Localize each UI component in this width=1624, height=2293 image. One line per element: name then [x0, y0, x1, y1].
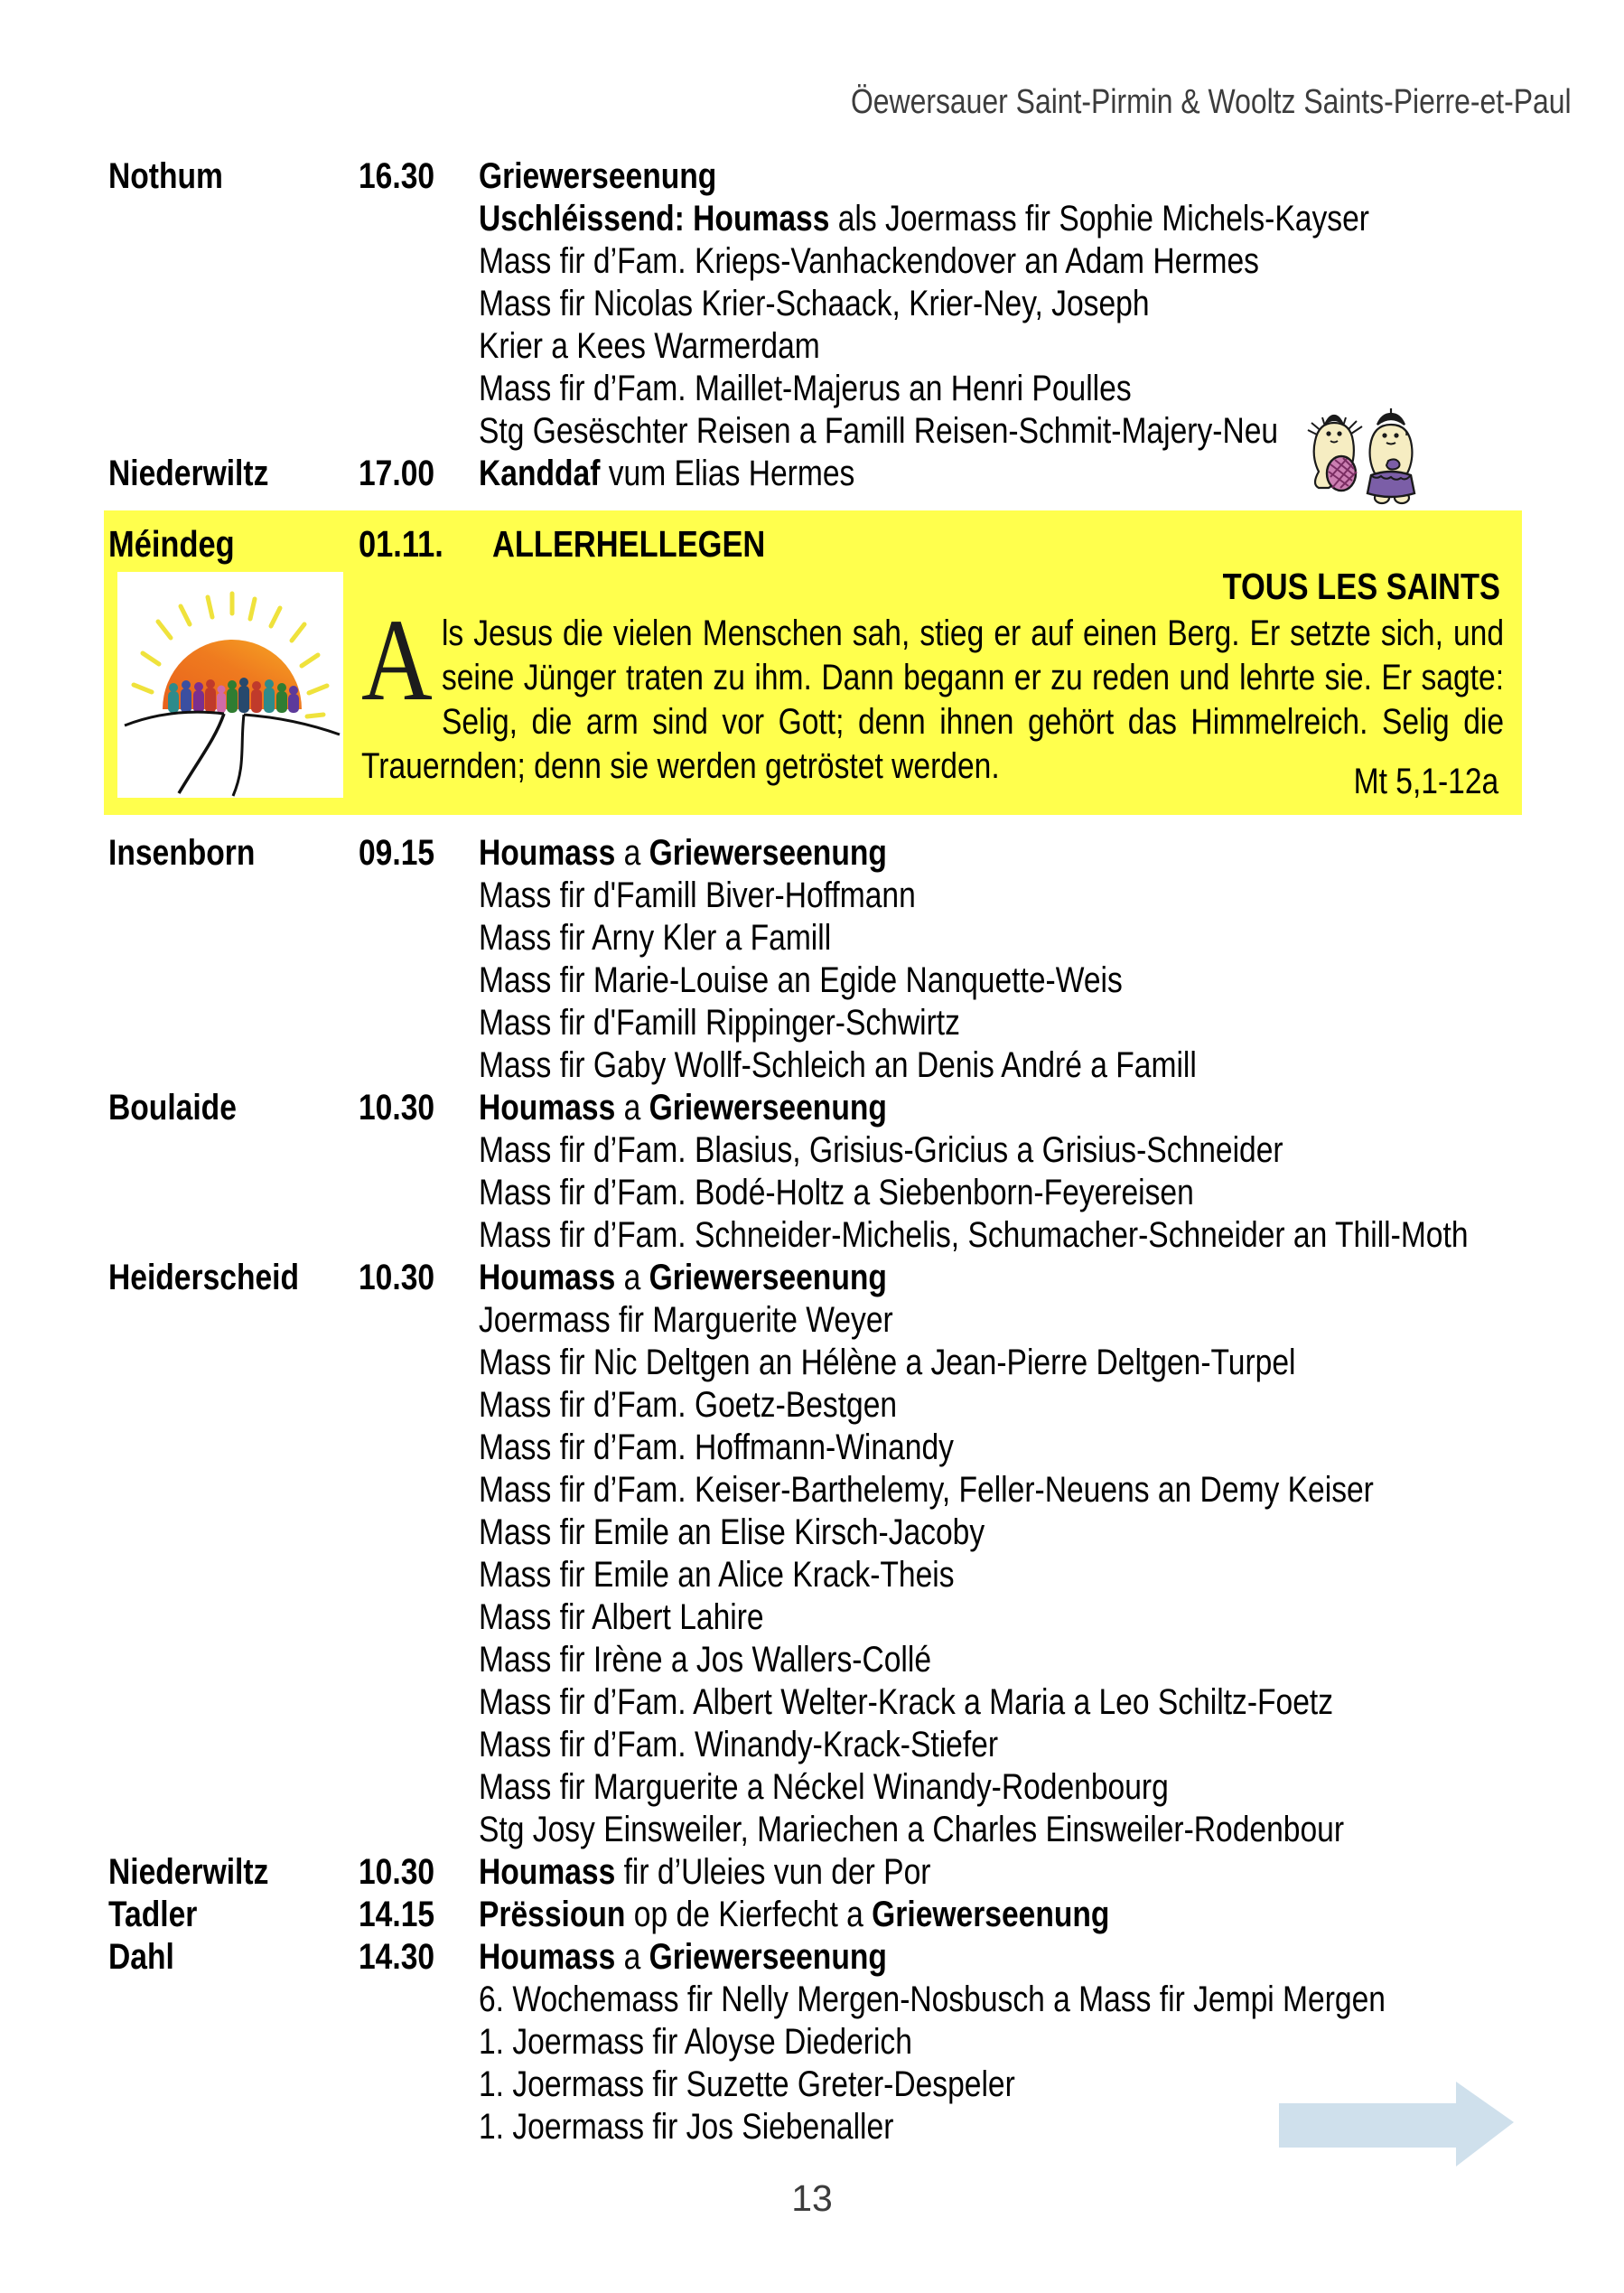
mass-line-segment: Krier a Kees Warmerdam	[479, 326, 820, 366]
mass-line	[479, 1639, 1624, 1681]
mass-line-segment: Stg Gesëschter Reisen a Famill Reisen-Schmit-Majery-Neu	[479, 411, 1279, 451]
mass-line	[479, 1681, 1624, 1724]
mass-line-segment: Mass fir Nicolas Krier-Schaack, Krier-Ney, Joseph	[479, 284, 1150, 323]
mass-line	[479, 1554, 1624, 1596]
time-label	[359, 1299, 479, 1342]
time-label	[359, 2106, 479, 2148]
mass-line-segment: Mass fir d’Fam. Albert Welter-Krack a Maria a Leo Schiltz-Foetz	[479, 1682, 1334, 1722]
mass-line-text	[479, 875, 916, 917]
time-label	[359, 917, 479, 959]
mass-line	[479, 1427, 1624, 1469]
schedule-line	[0, 1214, 1624, 1257]
time-label	[359, 1554, 479, 1596]
time-label	[359, 198, 479, 240]
location-label	[108, 1427, 359, 1469]
two-children-basket-clipart	[1301, 404, 1436, 512]
schedule-line	[0, 1724, 1624, 1766]
schedule-line	[0, 2021, 1624, 2064]
time-label	[359, 1639, 479, 1681]
mass-line-segment: Mass fir d’Fam. Krieps-Vanhackendover an Adam Hermes	[479, 241, 1259, 281]
mass-line-segment: Mass fir d’Fam. Keiser-Barthelemy, Feller-Neuens an Demy Keiser	[479, 1470, 1374, 1510]
location-label	[108, 155, 359, 198]
schedule-line	[0, 1554, 1624, 1596]
time-label	[359, 1172, 479, 1214]
mass-line	[479, 240, 1624, 283]
schedule-line	[0, 1809, 1624, 1851]
time-label	[359, 1384, 479, 1427]
mass-line	[479, 1894, 1624, 1936]
mass-line-segment: 1. Joermass fir Jos Siebenaller	[479, 2107, 894, 2147]
location-label	[108, 1851, 359, 1894]
time-label	[359, 2064, 479, 2106]
mass-line	[479, 1214, 1624, 1257]
mass-line-segment: a	[615, 1258, 649, 1297]
time-text: 14.15	[359, 1895, 435, 1934]
location-text: Heiderscheid	[108, 1258, 300, 1297]
mass-line-bold-segment: Houmass	[479, 1937, 616, 1977]
time-text: 14.30	[359, 1937, 435, 1977]
location-label	[108, 1724, 359, 1766]
mass-line	[479, 1851, 1624, 1894]
mass-line-text	[479, 240, 1259, 283]
time-label	[359, 1851, 479, 1894]
time-label	[359, 453, 479, 495]
feast-date: 01.11.	[359, 523, 443, 565]
location-text: Insenborn	[108, 833, 256, 873]
mass-line-text	[479, 832, 887, 875]
mass-line-segment: 6. Wochemass fir Nelly Mergen-Nosbusch a Mass fir Jempi Mergen	[479, 1979, 1386, 2019]
schedule-line	[0, 1596, 1624, 1639]
time-label	[359, 1936, 479, 1979]
gospel-reference: Mt 5,1-12a	[1353, 762, 1498, 801]
mass-line	[479, 453, 1624, 495]
time-label	[359, 368, 479, 410]
mass-line-text	[479, 410, 1278, 453]
mass-line-text	[479, 1681, 1333, 1724]
mass-line-text	[479, 1639, 931, 1681]
time-label	[359, 155, 479, 198]
location-label	[108, 1172, 359, 1214]
time-label	[359, 410, 479, 453]
time-text: 17.00	[359, 454, 435, 493]
sunrise-crowd-path-clipart	[117, 572, 343, 798]
schedule-line	[0, 240, 1624, 283]
mass-line	[479, 1766, 1624, 1809]
mass-line-text	[479, 1979, 1386, 2021]
mass-line	[479, 1469, 1624, 1512]
mass-line	[479, 832, 1624, 875]
mass-line	[479, 410, 1624, 453]
time-label	[359, 1681, 479, 1724]
location-label	[108, 917, 359, 959]
mass-line	[479, 1087, 1624, 1129]
location-label	[108, 959, 359, 1002]
mass-line-bold-segment: Uschléissend: Houmass	[479, 199, 830, 239]
time-label	[359, 1512, 479, 1554]
time-label	[359, 1596, 479, 1639]
schedule-line	[0, 1087, 1624, 1129]
mass-line-bold-segment: Griewerseenung	[649, 1088, 887, 1128]
schedule-line	[0, 1851, 1624, 1894]
mass-line-text	[479, 368, 1132, 410]
time-text: 10.30	[359, 1852, 435, 1892]
mass-line-text	[479, 453, 854, 495]
time-label	[359, 1129, 479, 1172]
location-label	[108, 2106, 359, 2148]
schedule-line	[0, 1129, 1624, 1172]
schedule-line	[0, 832, 1624, 875]
gospel-body: ls Jesus die vielen Menschen sah, stieg er auf einen Berg. Er setzte sich, und seine Jünger traten zu ihm. Dann begann er zu reden und lehrte sie. Er sagte: Selig, die arm sind vor Gott; denn ihnen gehört das Himmelreich. Selig die Trauernden; denn sie werden getröstet werden.	[361, 613, 1505, 786]
mass-line-text	[479, 1809, 1344, 1851]
location-label	[108, 1979, 359, 2021]
mass-line-text	[479, 2106, 893, 2148]
location-label	[108, 1639, 359, 1681]
mass-line-segment: Mass fir Emile an Alice Krack-Theis	[479, 1555, 955, 1595]
location-label	[108, 1512, 359, 1554]
location-label	[108, 1766, 359, 1809]
mass-line-text	[479, 1724, 998, 1766]
mass-line-segment: Joermass fir Marguerite Weyer	[479, 1300, 893, 1340]
mass-line	[479, 1724, 1624, 1766]
mass-line-segment: Mass fir d'Famill Rippinger-Schwirtz	[479, 1003, 960, 1043]
mass-line-bold-segment: Houmass	[479, 1852, 616, 1892]
location-label	[108, 832, 359, 875]
mass-line-bold-segment: Griewerseenung	[479, 156, 717, 196]
schedule-line	[0, 917, 1624, 959]
schedule-line	[0, 1257, 1624, 1299]
mass-line-text	[479, 325, 820, 368]
mass-line-bold-segment: Kanddaf	[479, 454, 601, 493]
mass-line-segment: Mass fir Gaby Wollf-Schleich an Denis André a Famill	[479, 1045, 1197, 1085]
mass-line-segment: Mass fir Irène a Jos Wallers-Collé	[479, 1640, 932, 1680]
time-label	[359, 283, 479, 325]
mass-line-segment: Mass fir Marguerite a Néckel Winandy-Rodenbourg	[479, 1767, 1169, 1807]
location-label	[108, 283, 359, 325]
page-header	[714, 83, 1572, 122]
location-label	[108, 1002, 359, 1044]
time-text: 16.30	[359, 156, 435, 196]
schedule-line	[0, 1002, 1624, 1044]
location-text: Niederwiltz	[108, 454, 269, 493]
mass-line-bold-segment: Griewerseenung	[649, 1937, 887, 1977]
location-text: Nothum	[108, 156, 223, 196]
feast-heading	[104, 523, 1522, 566]
location-label	[108, 453, 359, 495]
mass-line-bold-segment: Houmass	[479, 1088, 616, 1128]
mass-line-segment: Mass fir d’Fam. Maillet-Majerus an Henri Poulles	[479, 369, 1132, 408]
mass-line-text	[479, 1214, 1469, 1257]
mass-line-segment: Mass fir Emile an Elise Kirsch-Jacoby	[479, 1512, 985, 1552]
location-label	[108, 1894, 359, 1936]
mass-line-bold-segment: Griewerseenung	[649, 833, 887, 873]
mass-line	[479, 1596, 1624, 1639]
schedule-line	[0, 1427, 1624, 1469]
mass-line	[479, 368, 1624, 410]
mass-line-text	[479, 1129, 1283, 1172]
location-label	[108, 1469, 359, 1512]
mass-line	[479, 155, 1624, 198]
schedule-line	[0, 1681, 1624, 1724]
location-label	[108, 410, 359, 453]
feast-banner	[104, 510, 1522, 815]
mass-line-text	[479, 155, 716, 198]
location-label	[108, 1044, 359, 1087]
time-label	[359, 1342, 479, 1384]
schedule-line	[0, 1342, 1624, 1384]
mass-line-bold-segment: Houmass	[479, 1258, 616, 1297]
schedule-line	[0, 283, 1624, 325]
schedule-line	[0, 1384, 1624, 1427]
location-label	[108, 875, 359, 917]
time-label	[359, 1766, 479, 1809]
mass-line-segment: fir d’Uleies vun der Por	[615, 1852, 931, 1892]
mass-line-segment: Mass fir d’Fam. Schneider-Michelis, Schumacher-Schneider an Thill-Moth	[479, 1215, 1469, 1255]
schedule-line	[0, 1894, 1624, 1936]
location-label	[108, 1214, 359, 1257]
feast-title-lb: ALLERHELLEGEN	[492, 523, 766, 565]
location-label	[108, 1936, 359, 1979]
mass-line-text	[479, 917, 831, 959]
mass-line-text	[479, 1936, 887, 1979]
schedule-line	[0, 1936, 1624, 1979]
mass-line	[479, 283, 1624, 325]
mass-line-text	[479, 1596, 764, 1639]
mass-line	[479, 1936, 1624, 1979]
mass-line-text	[479, 2064, 1015, 2106]
schedule-line	[0, 1172, 1624, 1214]
location-label	[108, 1299, 359, 1342]
location-text: Dahl	[108, 1937, 174, 1977]
page-number: 13	[791, 2177, 833, 2219]
schedule-line	[0, 1766, 1624, 1809]
mass-line-text	[479, 1384, 897, 1427]
schedule-line	[0, 1299, 1624, 1342]
time-label	[359, 1087, 479, 1129]
location-text: Niederwiltz	[108, 1852, 269, 1892]
mass-line-segment: Stg Josy Einsweiler, Mariechen a Charles Einsweiler-Rodenbour	[479, 1810, 1345, 1849]
schedule-line	[0, 959, 1624, 1002]
mass-line-segment: als Joermass fir Sophie Michels-Kayser	[829, 199, 1369, 239]
time-label	[359, 1427, 479, 1469]
time-label	[359, 1894, 479, 1936]
time-label	[359, 1979, 479, 2021]
right-arrow-icon	[1276, 2078, 1517, 2168]
schedule-line	[0, 198, 1624, 240]
parish-title: Öewersauer Saint-Pirmin & Wooltz Saints-Pierre-et-Paul	[851, 83, 1572, 121]
mass-line-text	[479, 1554, 955, 1596]
mass-line	[479, 959, 1624, 1002]
mass-line-segment: Mass fir d’Fam. Blasius, Grisius-Gricius a Grisius-Schneider	[479, 1130, 1283, 1170]
location-label	[108, 1596, 359, 1639]
schedule-line	[0, 1979, 1624, 2021]
mass-line-text	[479, 1851, 930, 1894]
time-label	[359, 875, 479, 917]
mass-line-segment: a	[615, 1088, 649, 1128]
location-label	[108, 368, 359, 410]
mass-line-segment: a	[615, 1937, 649, 1977]
mass-line-segment: Mass fir d’Fam. Hoffmann-Winandy	[479, 1427, 954, 1467]
time-label	[359, 1809, 479, 1851]
location-label	[108, 1809, 359, 1851]
mass-line-segment: 1. Joermass fir Aloyse Diederich	[479, 2022, 912, 2062]
schedule-line	[0, 1044, 1624, 1087]
time-label	[359, 240, 479, 283]
mass-line-text	[479, 1299, 893, 1342]
time-label	[359, 959, 479, 1002]
time-label	[359, 1002, 479, 1044]
location-label	[108, 1257, 359, 1299]
mass-line	[479, 875, 1624, 917]
mass-line	[479, 1979, 1624, 2021]
mass-line	[479, 1809, 1624, 1851]
location-label	[108, 1681, 359, 1724]
time-text: 10.30	[359, 1258, 435, 1297]
mass-line-segment: a	[615, 833, 649, 873]
mass-line	[479, 1512, 1624, 1554]
mass-line-bold-segment: Griewerseenung	[649, 1258, 887, 1297]
location-text: Tadler	[108, 1895, 198, 1934]
mass-line-bold-segment: Prëssioun	[479, 1895, 626, 1934]
location-label	[108, 1129, 359, 1172]
mass-line	[479, 1257, 1624, 1299]
mass-line-segment: Mass fir d’Fam. Winandy-Krack-Stiefer	[479, 1725, 999, 1764]
mass-line-segment: Mass fir Nic Deltgen an Hélène a Jean-Pierre Deltgen-Turpel	[479, 1343, 1296, 1382]
location-label	[108, 240, 359, 283]
location-label	[108, 1384, 359, 1427]
location-label	[108, 2021, 359, 2064]
location-label	[108, 325, 359, 368]
mass-line	[479, 198, 1624, 240]
time-label	[359, 1257, 479, 1299]
dropcap-letter: A	[361, 595, 433, 725]
mass-line-segment: Mass fir d’Fam. Goetz-Bestgen	[479, 1385, 898, 1425]
mass-line	[479, 1044, 1624, 1087]
schedule-line	[0, 1469, 1624, 1512]
mass-line-text	[479, 1427, 954, 1469]
mass-line-text	[479, 198, 1369, 240]
mass-line-bold-segment: Houmass	[479, 833, 616, 873]
mass-line	[479, 917, 1624, 959]
time-label	[359, 2021, 479, 2064]
mass-line	[479, 1299, 1624, 1342]
location-label	[108, 198, 359, 240]
location-label	[108, 1554, 359, 1596]
feast-title-fr: TOUS LES SAINTS	[1222, 566, 1500, 607]
mass-line-segment: Mass fir d’Fam. Bodé-Holtz a Siebenborn-Feyereisen	[479, 1173, 1194, 1212]
mass-line-segment: Mass fir Arny Kler a Famill	[479, 918, 832, 958]
time-label	[359, 1044, 479, 1087]
time-label	[359, 1214, 479, 1257]
time-label	[359, 832, 479, 875]
mass-line-text	[479, 1087, 887, 1129]
mass-line	[479, 2021, 1624, 2064]
mass-line-segment: op de Kierfecht a	[625, 1895, 873, 1934]
mass-line	[479, 1172, 1624, 1214]
mass-line-text	[479, 2021, 912, 2064]
schedule-line	[0, 325, 1624, 368]
mass-line	[479, 325, 1624, 368]
schedule-line	[0, 1639, 1624, 1681]
mass-line	[479, 1002, 1624, 1044]
mass-line-segment: 1. Joermass fir Suzette Greter-Despeler	[479, 2064, 1015, 2104]
mass-line-text	[479, 1002, 960, 1044]
location-label	[108, 2064, 359, 2106]
mass-line	[479, 1342, 1624, 1384]
mass-line	[479, 1129, 1624, 1172]
location-label	[108, 1087, 359, 1129]
mass-line-text	[479, 1342, 1295, 1384]
schedule-line	[0, 875, 1624, 917]
mass-line-text	[479, 1044, 1197, 1087]
mass-line-text	[479, 1172, 1194, 1214]
schedule-line	[0, 1512, 1624, 1554]
mass-line-bold-segment: Griewerseenung	[872, 1895, 1110, 1934]
mass-line-text	[479, 1469, 1374, 1512]
location-label	[108, 1342, 359, 1384]
schedule-line	[0, 155, 1624, 198]
mass-line-text	[479, 1894, 1109, 1936]
time-label	[359, 1724, 479, 1766]
mass-line-text	[479, 1766, 1169, 1809]
mass-line-text	[479, 283, 1150, 325]
mass-line-segment: Mass fir Marie-Louise an Egide Nanquette-Weis	[479, 960, 1123, 1000]
time-label	[359, 325, 479, 368]
time-label	[359, 1469, 479, 1512]
mass-line-segment: Mass fir Albert Lahire	[479, 1597, 764, 1637]
mass-line-segment: Mass fir d'Famill Biver-Hoffmann	[479, 875, 916, 915]
mass-line-text	[479, 1512, 985, 1554]
schedule-bottom	[0, 832, 1624, 2148]
mass-line	[479, 1384, 1624, 1427]
mass-line-text	[479, 1257, 887, 1299]
mass-line-segment: vum Elias Hermes	[600, 454, 855, 493]
mass-line-text	[479, 959, 1123, 1002]
location-text: Boulaide	[108, 1088, 237, 1128]
time-text: 10.30	[359, 1088, 435, 1128]
time-text: 09.15	[359, 833, 435, 873]
feast-day: Méindeg	[108, 523, 235, 565]
